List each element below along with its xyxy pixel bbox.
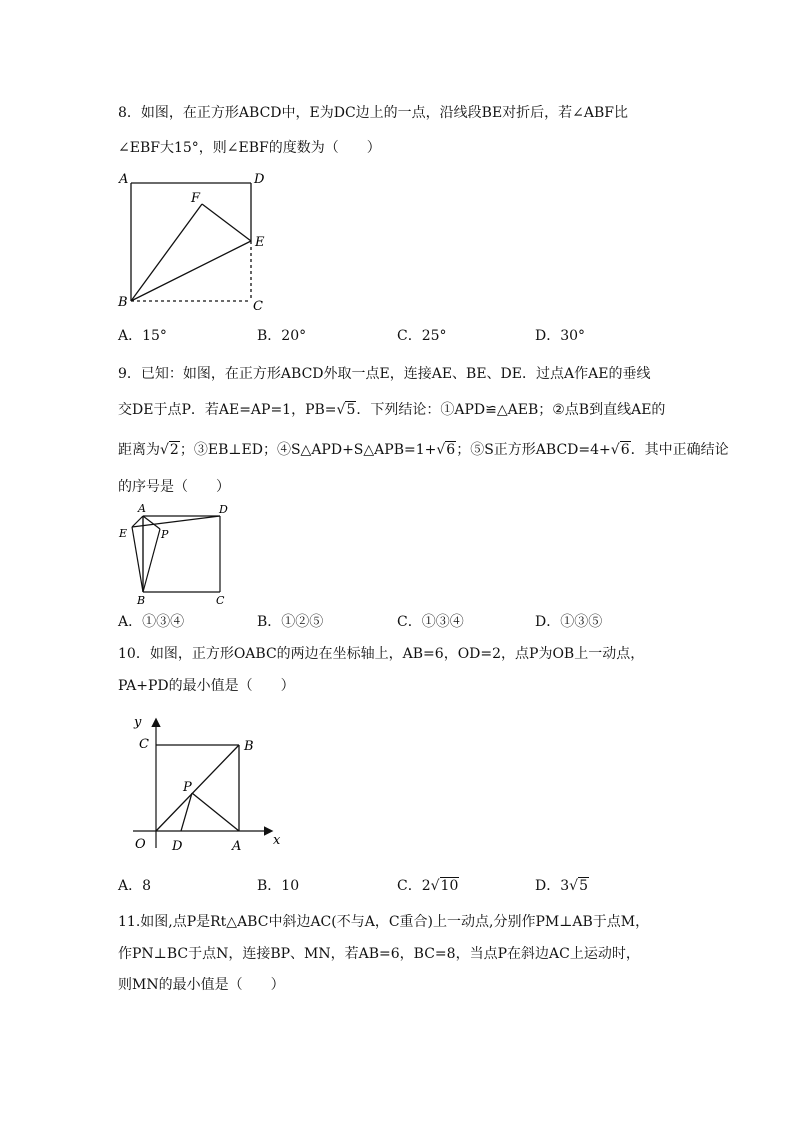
q9-stem-line4: 的序号是（ ）	[118, 479, 230, 495]
q8-stem-line1: 8．如图，在正方形ABCD中，E为DC边上的一点，沿线段BE对折后，若∠ABF比	[118, 105, 629, 121]
q8-option-c[interactable]: C．25°	[397, 328, 447, 344]
q10-option-c-prefix: C．2	[397, 878, 431, 894]
sqrt5: √5	[336, 402, 356, 418]
q10-label-d: D	[172, 839, 183, 854]
q10-label-a: A	[232, 839, 242, 854]
q9-label-b: B	[137, 594, 146, 607]
q10-option-d[interactable]	[535, 876, 589, 896]
q9-stem-line3	[118, 440, 729, 460]
sqrt2: √2	[160, 442, 179, 458]
q10-stem-line1: 10．如图，正方形OABC的两边在坐标轴上，AB=6，OD=2，点P为OB上一动点，	[118, 646, 645, 662]
q8-label-f: F	[191, 191, 201, 206]
q8-label-e: E	[255, 235, 265, 250]
sqrt5-opt: √5	[569, 878, 588, 894]
sqrt6-a: √6	[436, 442, 456, 458]
q10-stem-line2: PA+PD的最小值是（ ）	[118, 678, 295, 694]
q10-label-c: C	[139, 737, 149, 752]
q10-option-c[interactable]	[397, 876, 459, 896]
q8-label-d: D	[254, 172, 265, 187]
q8-label-c: C	[253, 299, 263, 313]
q9-line3-a: 距离为	[118, 442, 160, 458]
q9-line3-g: ．其中正确结论	[630, 442, 729, 458]
q11-stem-line1: 11.如图,点P是Rt△ABC中斜边AC(不与A，C重合)上一动点,分别作PM⊥AB于点M，	[118, 914, 650, 930]
sqrt6-b: √6	[610, 442, 630, 458]
q8-option-a[interactable]: A．15°	[118, 328, 167, 344]
q9-line2-a: 交DE于点P．若AE=AP=1，PB=	[118, 402, 337, 418]
q10-option-d-prefix: D．3	[535, 878, 570, 894]
q8-stem-line2: ∠EBF大15°，则∠EBF的度数为（ ）	[118, 140, 381, 156]
q10-label-x: x	[273, 833, 281, 848]
q8-option-b[interactable]: B．20°	[257, 328, 307, 344]
q11-stem-line3: 则MN的最小值是（ ）	[118, 977, 285, 993]
q11-stem-line2: 作PN⊥BC于点N，连接BP、MN，若AB=6，BC=8，当点P在斜边AC上运动时，	[118, 946, 640, 962]
q9-label-a: A	[138, 502, 146, 515]
q10-label-y: y	[134, 715, 142, 730]
q10-label-p: P	[183, 780, 192, 795]
q9-label-d: D	[219, 503, 228, 516]
q8-option-d[interactable]: D．30°	[535, 328, 586, 344]
q9-line3-e: ；⑤S正方形ABCD=4+	[456, 442, 611, 458]
q9-stem-line2	[118, 400, 665, 420]
q9-label-p: P	[161, 528, 169, 541]
q10-option-a[interactable]: A．8	[118, 878, 152, 894]
q8-figure	[115, 168, 275, 313]
q9-line3-c: ；③EB⊥ED；④S△APD+S△APB=1+	[179, 442, 437, 458]
q9-option-c[interactable]: C．①③④	[397, 614, 464, 630]
q9-option-d[interactable]: D．①③⑤	[535, 614, 603, 630]
q9-option-a[interactable]: A．①③④	[118, 614, 185, 630]
q9-figure	[115, 500, 235, 610]
q10-label-o: O	[135, 837, 146, 852]
sqrt10: √10	[430, 878, 459, 894]
q10-label-b: B	[244, 739, 254, 754]
q8-label-b: B	[118, 295, 128, 310]
q9-label-e: E	[119, 527, 128, 540]
q10-option-b[interactable]: B．10	[257, 878, 300, 894]
q8-label-a: A	[119, 172, 129, 187]
q10-figure	[125, 712, 295, 857]
q9-option-b[interactable]: B．①②⑤	[257, 614, 324, 630]
q9-stem-line1: 9．已知：如图，在正方形ABCD外取一点E，连接AE、BE、DE．过点A作AE的垂线	[118, 366, 651, 382]
q9-line2-c: ．下列结论：①APD≌△AEB；②点B到直线AE的	[356, 402, 666, 418]
q9-label-c: C	[216, 594, 225, 607]
